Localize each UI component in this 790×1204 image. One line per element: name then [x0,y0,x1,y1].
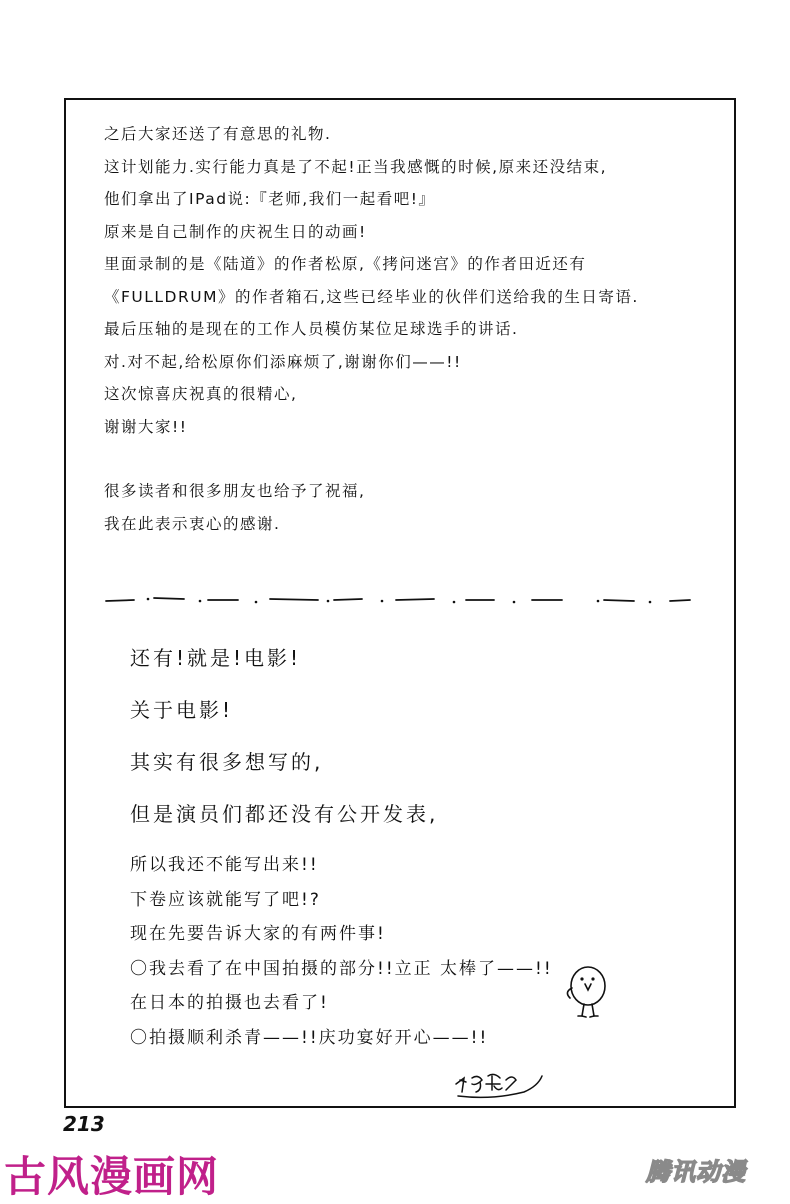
text-line: 所以我还不能写出来!! [130,855,319,875]
text-line: 原来是自己制作的庆祝生日的动画! [104,222,367,241]
text-line: 但是演员们都还没有公开发表, [130,802,439,826]
text-line: 〇拍摄顺利杀青——!!庆功宴好开心——!! [130,1027,489,1048]
text-line: 最后压轴的是现在的工作人员模仿某位足球选手的讲话. [104,320,519,338]
text-line: 之后大家还送了有意思的礼物. [104,125,332,143]
text-line: 里面录制的是《陆道》的作者松原,《拷问迷宫》的作者田近还有 [104,255,587,273]
text-line: 下卷应该就能写了吧!? [130,889,321,910]
text-line: 还有!就是!电影! [130,646,302,670]
text-line: 在日本的拍摄也去看了! [130,993,329,1013]
text-line: 很多读者和很多朋友也给予了祝福, [104,482,366,500]
text-line: 这次惊喜庆祝真的很精心, [104,385,298,403]
text-line: 他们拿出了IPad说:『老师,我们一起看吧!』 [104,190,436,208]
paragraph-gap [104,443,724,475]
page-number: 213 [63,1112,105,1136]
bird-doodle-icon [556,962,616,1022]
text-line: 〇我去看了在中国拍摄的部分!!立正 太棒了——!! [130,958,553,979]
text-line: 谢谢大家!! [104,417,188,436]
text-line: 关于电影! [130,698,234,722]
publisher-watermark: 腾讯动漫 [646,1158,746,1186]
text-line: 现在先要告诉大家的有两件事! [130,924,386,944]
text-line: 对.对不起,给松原你们添麻烦了,谢谢你们——!! [104,352,462,371]
text-line: 《FULLDRUM》的作者箱石,这些已经毕业的伙伴们送给我的生日寄语. [104,287,639,306]
author-signature [452,1062,552,1102]
afterword-top-text [104,118,724,540]
site-watermark: 古风漫画网 [4,1152,220,1201]
text-line: 其实有很多想写的, [130,750,324,774]
text-line: 这计划能力.实行能力真是了不起!正当我感慨的时候,原来还没结束, [104,157,607,176]
text-line: 我在此表示衷心的感谢. [104,514,281,533]
dash-dot-divider [104,592,694,608]
